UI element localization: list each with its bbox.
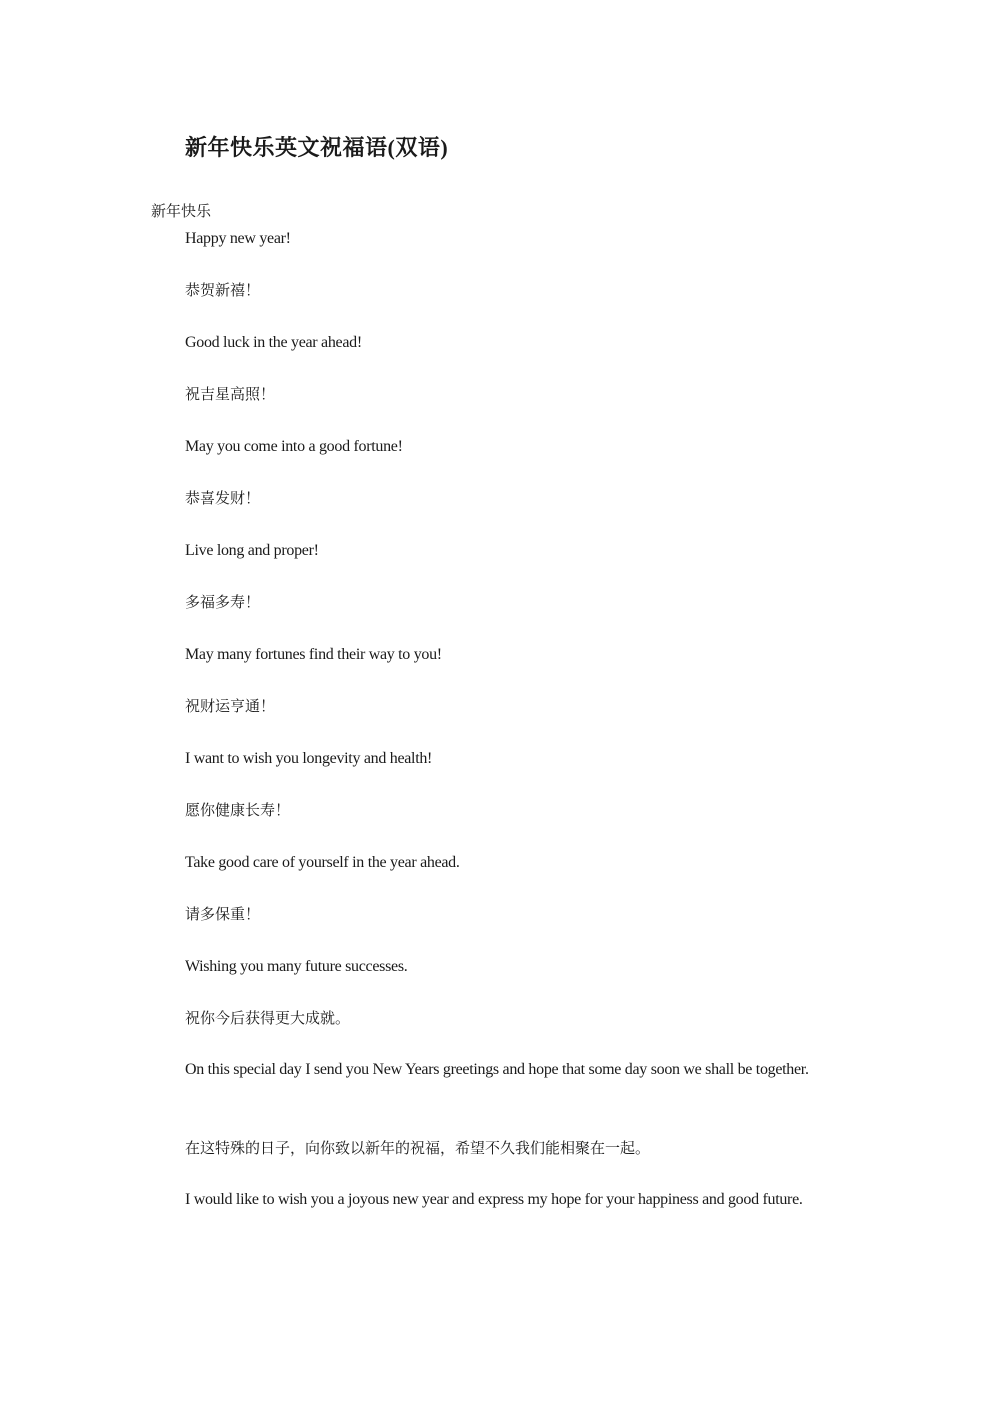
greeting-line-en: Wishing you many future successes. xyxy=(185,958,408,975)
greeting-line-en: May you come into a good fortune! xyxy=(185,438,403,455)
greeting-line-zh: 恭贺新禧！ xyxy=(185,281,261,299)
greeting-line-en: I want to wish you longevity and health! xyxy=(185,750,433,767)
paragraph-zh: 在这特殊的日子，向你致以新年的祝福，希望不久我们能相聚在一起。 xyxy=(185,1139,651,1157)
paragraph-en: I would like to wish you a joyous new year and express my hope for your happiness and good future. xyxy=(185,1191,803,1208)
greeting-line-en: May many fortunes find their way to you! xyxy=(185,646,442,663)
paragraph-en: On this special day I send you New Years greetings and hope that some day soon we shall be together. xyxy=(185,1061,809,1078)
greeting-line-en: Live long and proper! xyxy=(185,542,319,559)
greeting-line-en: Take good care of yourself in the year ahead. xyxy=(185,854,460,871)
greeting-line-zh: 恭喜发财！ xyxy=(185,489,261,507)
greeting-line-zh: 多福多寿！ xyxy=(185,593,261,611)
greeting-line-zh: 愿你健康长寿！ xyxy=(185,801,291,819)
greeting-line-zh: 祝吉星高照！ xyxy=(185,385,276,403)
greeting-line-zh: 祝你今后获得更大成就。 xyxy=(185,1009,351,1027)
document-title: 新年快乐英文祝福语(双语) xyxy=(185,135,449,160)
section-heading: 新年快乐 xyxy=(151,202,212,220)
greeting-line-en: Happy new year! xyxy=(185,230,291,247)
greeting-line-en: Good luck in the year ahead! xyxy=(185,334,362,351)
greeting-line-zh: 请多保重！ xyxy=(185,905,261,923)
greeting-line-zh: 祝财运亨通！ xyxy=(185,697,276,715)
